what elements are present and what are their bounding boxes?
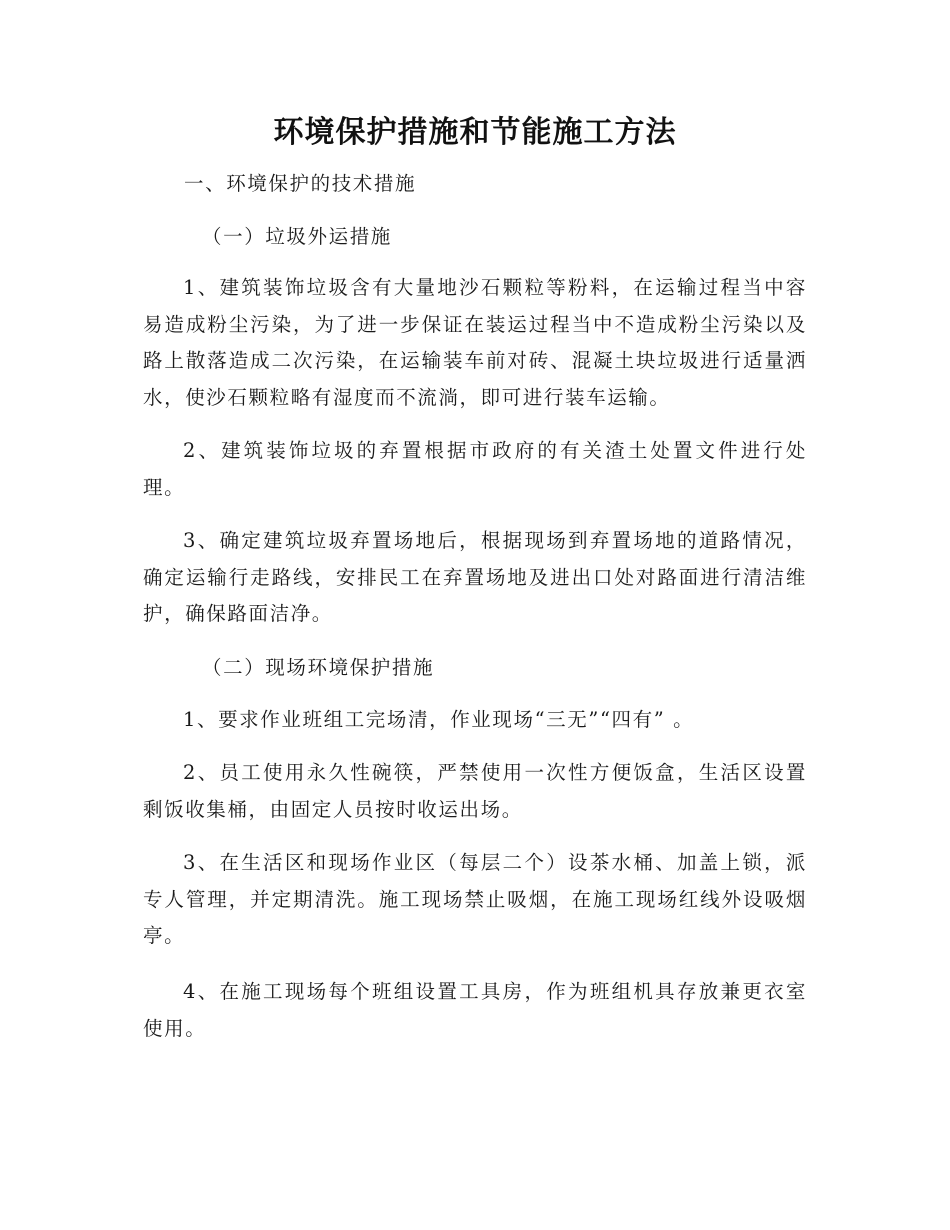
paragraph: 2、员工使用永久性碗筷，严禁使用一次性方便饭盒，生活区设置剩饭收集桶，由固定人员按时收运出场。: [143, 761, 807, 821]
paragraph: 3、在生活区和现场作业区（每层二个）设茶水桶、加盖上锁，派专人管理，并定期清洗。施工现场禁止吸烟，在施工现场红线外设吸烟亭。: [143, 851, 807, 947]
paragraph: 1、要求作业班组工完场清，作业现场“三无”“四有” 。: [183, 708, 695, 731]
paragraph: 3、确定建筑垃圾弃置场地后，根据现场到弃置场地的道路情况，确定运输行走路线，安排民工在弃置场地及进出口处对路面进行清洁维护，确保路面洁净。: [143, 529, 807, 625]
subsection-heading-site: （二）现场环境保护措施: [202, 656, 435, 679]
section-heading: 一、环境保护的技术措施: [184, 172, 417, 195]
paragraph: 4、在施工现场每个班组设置工具房，作为班组机具存放兼更衣室使用。: [143, 980, 807, 1040]
paragraph: 1、建筑装饰垃圾含有大量地沙石颗粒等粉料，在运输过程当中容易造成粉尘污染，为了进一步保证在装运过程当中不造成粉尘污染以及路上散落造成二次污染，在运输装车前对砖、混凝土块垃圾进行适量洒水，使沙石颗粒略有湿度而不流淌，即可进行装车运输。: [143, 276, 807, 409]
subsection-heading-waste: （一）垃圾外运措施: [202, 225, 392, 248]
document-title: 环境保护措施和节能施工方法: [273, 115, 677, 150]
paragraph: 2、建筑装饰垃圾的弃置根据市政府的有关渣土处置文件进行处理。: [143, 439, 807, 499]
